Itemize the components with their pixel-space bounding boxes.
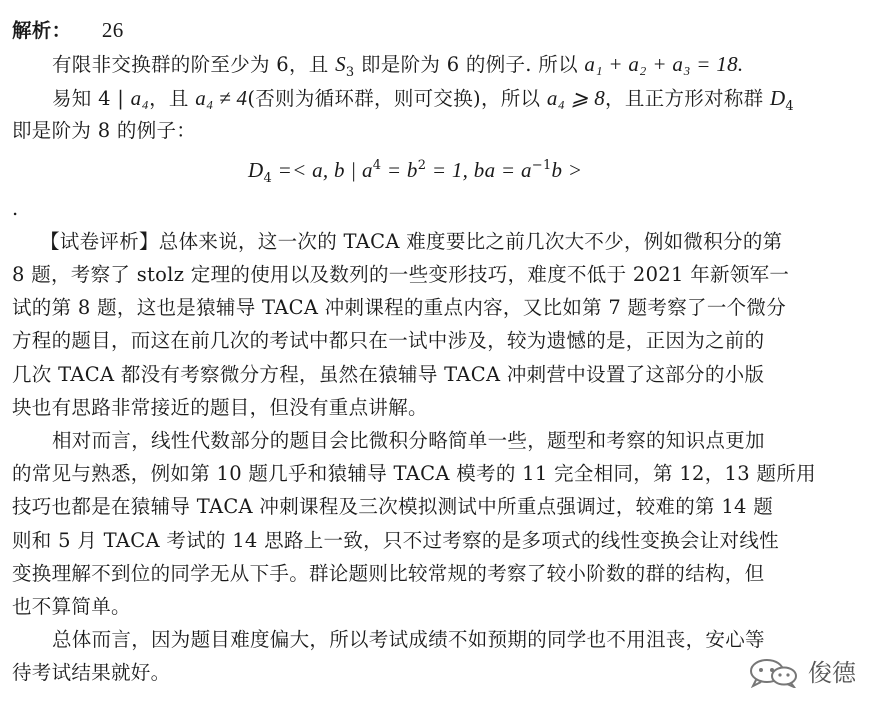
linear-line: 则和 5 月 TACA 考试的 14 思路上一致，只不过考察的是多项式的线性变换会让对线性 (12, 529, 779, 552)
group-presentation-formula (248, 153, 582, 192)
paragraph-2 (52, 85, 794, 120)
linear-line: 相对而言，线性代数部分的题目会比微积分略简单一些，题型和考察的知识点更加 (52, 429, 765, 452)
formula-exp-2: 2 (417, 158, 427, 173)
p1-s-letter: S (335, 52, 346, 76)
watermark-text: 俊德 (808, 659, 856, 687)
paragraph-1 (52, 51, 743, 86)
p2-d-sub: 4 (785, 99, 794, 114)
watermark (748, 656, 868, 690)
formula-part-d: b > (551, 158, 583, 182)
p2-text-b: ，且 (149, 87, 196, 110)
p1-sum-equation: a₁ + a₂ + a₃ = 18. (584, 52, 744, 76)
closing-line: 总体而言，因为题目难度偏大，所以考试成绩不如预期的同学也不用沮丧，安心等 (52, 628, 765, 651)
formula-d-sub: 4 (263, 171, 273, 186)
p2-geq: a₄ ⩾ 8 (546, 86, 606, 110)
review-line: 8 题，考察了 stolz 定理的使用以及数列的一些变形技巧，难度不低于 2021 年新领军一 (12, 263, 790, 286)
linear-line: 技巧也都是在猿辅导 TACA 冲刺课程及三次模拟测试中所重点强调过，较难的第 14 题 (12, 495, 774, 518)
review-line: 【试卷评析】总体来说，这一次的 TACA 难度要比之前几次大不少，例如微积分的第 (40, 230, 783, 253)
p1-text-b: 即是阶为 6 的例子. 所以 (354, 53, 585, 76)
paragraph-2-line-2: 即是阶为 8 的例子： (12, 119, 197, 142)
p1-text-a: 有限非交换群的阶至少为 6，且 (52, 53, 336, 76)
review-line: 试的第 8 题，这也是猿辅导 TACA 冲刺课程的重点内容，又比如第 7 题考察了一个微分 (12, 296, 787, 319)
wechat-icon (748, 658, 800, 688)
formula-exp-4: 4 (372, 158, 382, 173)
linear-line: 的常见与熟悉，例如第 10 题几乎和猿辅导 TACA 模考的 11 完全相同，第 12，13 题所用 (12, 462, 816, 485)
formula-exp-neg1: −1 (531, 158, 552, 173)
formula-part-b: = b (381, 158, 418, 182)
p2-text-a: 易知 4 | (52, 87, 131, 110)
solution-label: 解析： (12, 19, 72, 42)
p2-text-c: (否则为循环群，则可交换)，所以 (247, 87, 547, 110)
solution-header (12, 17, 124, 44)
formula-d: D (248, 158, 264, 182)
review-line: 方程的题目，而这在前几次的考试中都只在一试中涉及，较为遗憾的是，正因为之前的 (12, 329, 765, 352)
review-line: 几次 TACA 都没有考察微分方程，虽然在猿辅导 TACA 冲刺营中设置了这部分的小版 (12, 363, 765, 386)
closing-line: 待考试结果就好。 (12, 661, 171, 684)
formula-trailing-dot: . (12, 197, 19, 220)
p2-text-d: ，且正方形对称群 (605, 87, 770, 110)
formula-part-a: =< a, b | a (272, 158, 373, 182)
p2-a4: a₄ (130, 86, 150, 110)
linear-line: 也不算简单。 (12, 595, 131, 618)
formula-part-c: = 1, ba = a (426, 158, 532, 182)
p1-s-sub: 3 (345, 65, 355, 80)
linear-line: 变换理解不到位的同学无从下手。群论题则比较常规的考察了较小阶数的群的结构，但 (12, 562, 765, 585)
p2-d-letter: D (769, 86, 786, 110)
answer-value: 26 (101, 18, 124, 42)
p2-neq: a₄ ≠ 4 (195, 86, 248, 110)
review-line: 块也有思路非常接近的题目，但没有重点讲解。 (12, 396, 428, 419)
